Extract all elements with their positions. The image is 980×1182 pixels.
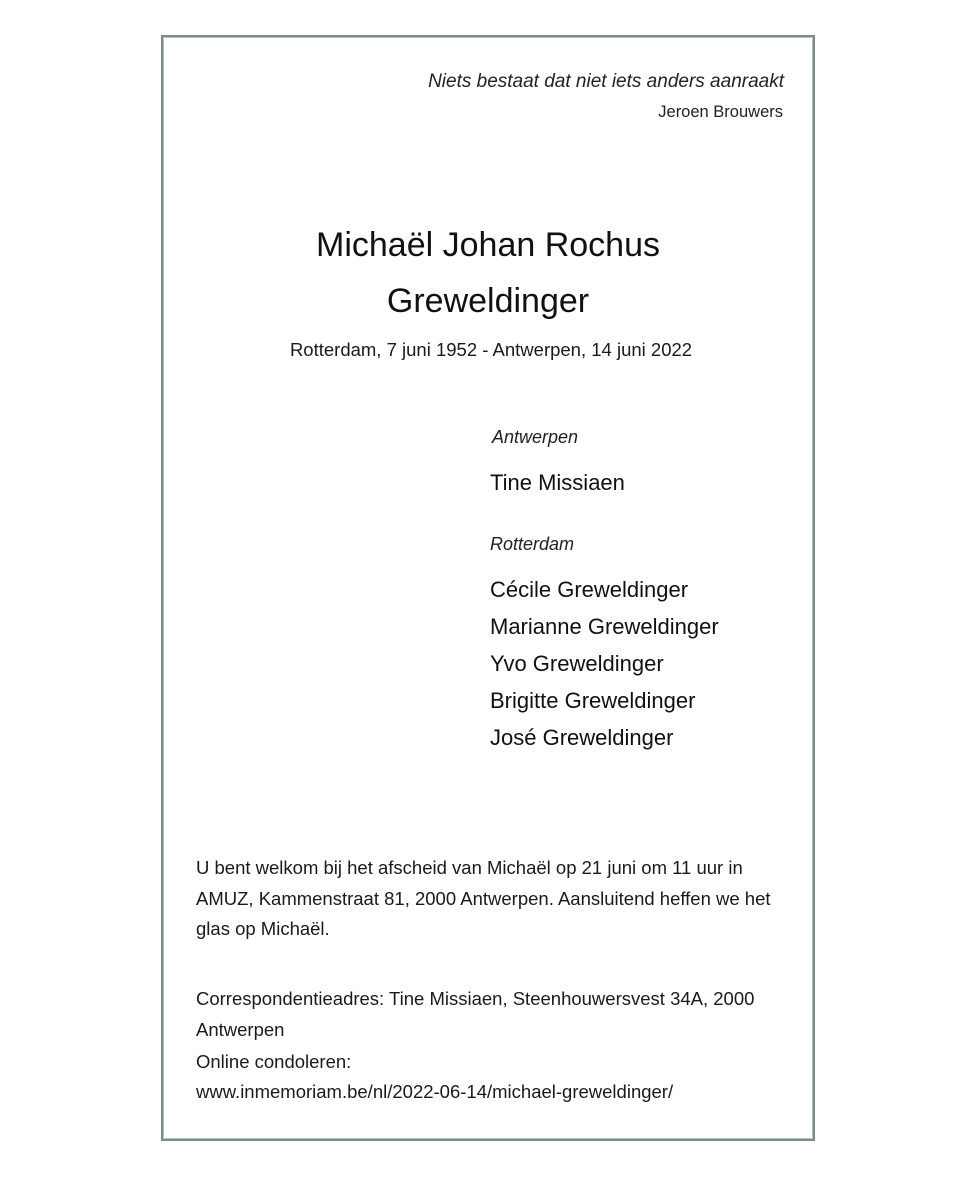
family-member: Tine Missiaen <box>490 470 625 495</box>
correspondence-address: Correspondentieadres: Tine Missiaen, Steenhouwersvest 34A, 2000 Antwerpen <box>196 988 755 1040</box>
deceased-name-line1: Michaël Johan Rochus <box>316 226 660 264</box>
quote-text: Niets bestaat dat niet iets anders aanraakt <box>428 71 784 92</box>
family-group-members <box>490 464 790 501</box>
family-member: Marianne Greweldinger <box>490 614 719 639</box>
family-group-members <box>490 571 790 756</box>
life-dates: Rotterdam, 7 juni 1952 - Antwerpen, 14 juni 2022 <box>289 339 693 360</box>
farewell-paragraph: U bent welkom bij het afscheid van Michaël op 21 juni om 11 uur in AMUZ, Kammenstraat 81, 2000 Antwerpen. Aansluitend heffen we het glas op Michaël. <box>196 857 771 939</box>
family-member: Brigitte Greweldinger <box>490 688 696 713</box>
family-group-rotterdam <box>490 531 790 756</box>
online-condolence-url: www.inmemoriam.be/nl/2022-06-14/michael-greweldinger/ <box>196 1081 674 1102</box>
family-member: Cécile Greweldinger <box>490 577 689 602</box>
quote-author: Jeroen Brouwers <box>658 103 783 121</box>
deceased-name-line2: Greweldinger <box>386 282 590 320</box>
family-member: José Greweldinger <box>490 725 674 750</box>
family-member: Yvo Greweldinger <box>490 651 664 676</box>
family-group-place: Antwerpen <box>492 427 579 447</box>
family-group-place: Rotterdam <box>490 534 575 554</box>
family-group-antwerpen <box>490 424 790 501</box>
family-list <box>490 424 790 756</box>
online-condolence-label: Online condoleren: <box>196 1051 352 1072</box>
